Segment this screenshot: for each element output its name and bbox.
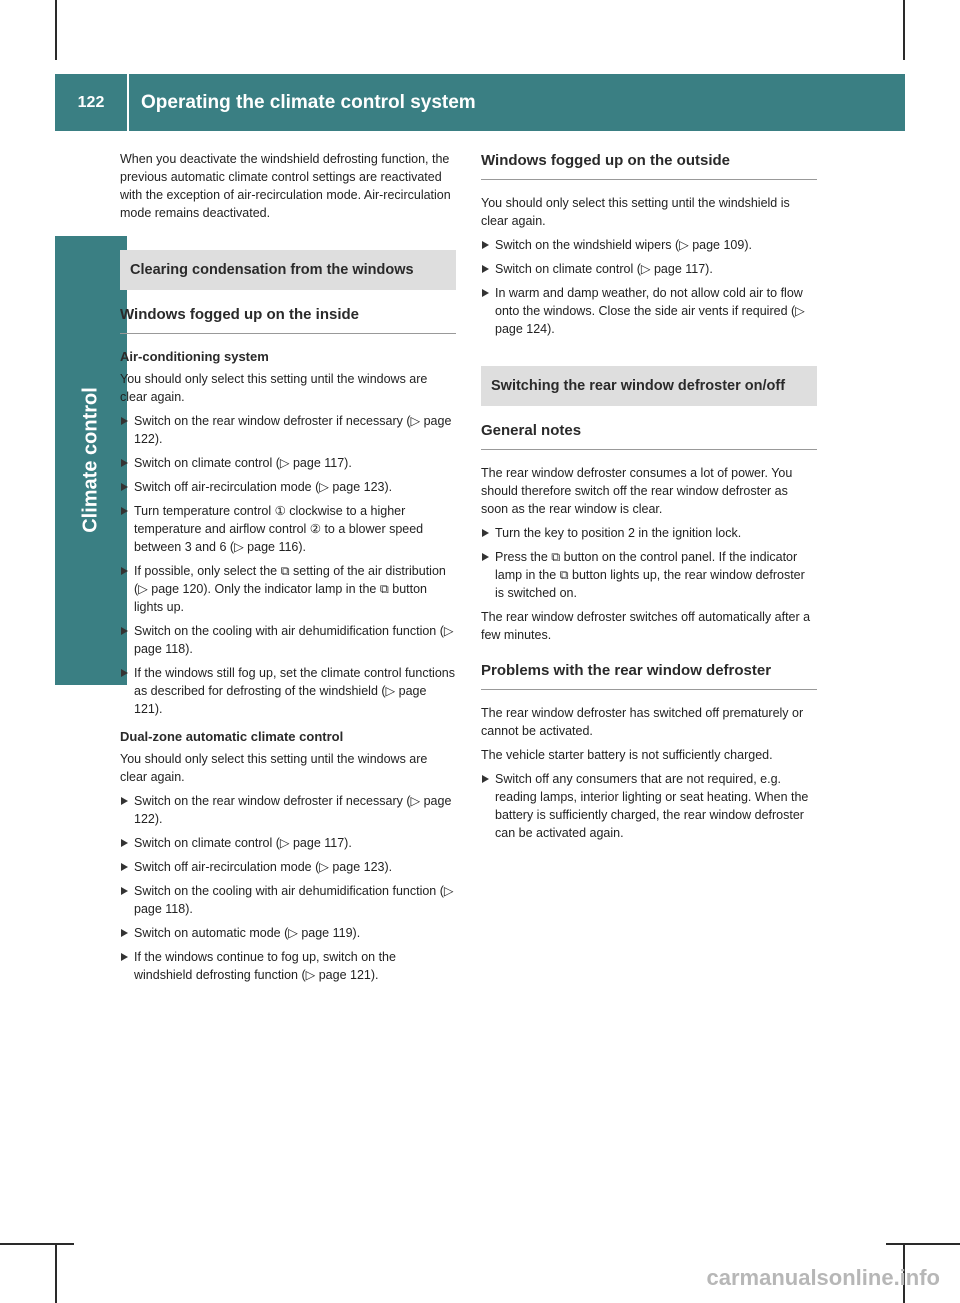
subsection-heading: Air-conditioning system <box>120 349 269 364</box>
instruction-step: In warm and damp weather, do not allow cold air to flow onto the windows. Close the side air vents if required (▷ page 124). <box>481 284 817 338</box>
instruction-step: Switch on the rear window defroster if necessary (▷ page 122). <box>120 792 456 828</box>
instruction-step: Switch off any consumers that are not required, e.g. reading lamps, interior lighting or seat heating. When the battery is sufficiently charged, the rear window defroster can be activated again. <box>481 770 817 842</box>
instruction-step: Turn temperature control ① clockwise to a higher temperature and airflow control ② to a blower speed between 3 and 6 (▷ page 116). <box>120 502 456 556</box>
instruction-step: If possible, only select the ⧉ setting of the air distribution (▷ page 120). Only the indicator lamp in the ⧉ button lights up. <box>120 562 456 616</box>
right-column <box>481 150 817 848</box>
chapter-side-tab <box>55 236 127 685</box>
section-band-heading: Clearing condensation from the windows <box>120 250 456 290</box>
section-heading: Problems with the rear window defroster <box>481 660 817 690</box>
subsection-intro: You should only select this setting until the windows are clear again. <box>120 372 428 404</box>
subsection-intro: You should only select this setting until the windows are clear again. <box>120 752 428 784</box>
section-heading: General notes <box>481 420 817 450</box>
instruction-step: Switch on the cooling with air dehumidification function (▷ page 118). <box>120 882 456 918</box>
instruction-step: Switch off air-recirculation mode (▷ page 123). <box>120 478 456 496</box>
site-watermark: carmanualsonline.info <box>706 1265 940 1290</box>
instruction-step: Switch on the windshield wipers (▷ page 109). <box>481 236 817 254</box>
section-intro: The rear window defroster consumes a lot of power. You should therefore switch off the rear window defroster as soon as the rear window is clear. <box>481 466 793 516</box>
problem-description: The rear window defroster has switched off prematurely or cannot be activated. <box>481 706 804 738</box>
instruction-step: Switch on climate control (▷ page 117). <box>120 454 456 472</box>
instruction-step: Turn the key to position 2 in the ignition lock. <box>481 524 817 542</box>
instruction-step: Press the ⧉ button on the control panel. If the indicator lamp in the ⧉ button lights up, the rear window defroster is switched on. <box>481 548 817 602</box>
instruction-step: Switch on climate control (▷ page 117). <box>481 260 817 278</box>
intro-paragraph: When you deactivate the windshield defrosting function, the previous automatic climate control settings are reactivated with the exception of air-recirculation mode. Air-recirculation mode remains deactivated. <box>120 152 451 220</box>
section-note: The rear window defroster switches off automatically after a few minutes. <box>481 610 811 642</box>
instruction-step: If the windows still fog up, set the climate control functions as described for defrosting of the windshield (▷ page 121). <box>120 664 456 718</box>
section-heading: Windows fogged up on the outside <box>481 150 817 180</box>
left-column <box>120 150 456 990</box>
instruction-step: Switch off air-recirculation mode (▷ page 123). <box>120 858 456 876</box>
section-intro: You should only select this setting until the windshield is clear again. <box>481 196 790 228</box>
crop-mark-bottom-left-vertical <box>55 1245 57 1303</box>
section-band-heading: Switching the rear window defroster on/off <box>481 366 817 406</box>
instruction-step: Switch on the rear window defroster if necessary (▷ page 122). <box>120 412 456 448</box>
section-heading: Windows fogged up on the inside <box>120 304 456 334</box>
instruction-step: If the windows continue to fog up, switch on the windshield defrosting function (▷ page 121). <box>120 948 456 984</box>
header-divider <box>127 74 129 131</box>
subsection-heading: Dual-zone automatic climate control <box>120 729 344 744</box>
crop-mark-top-right-vertical <box>903 0 905 60</box>
page-title: Operating the climate control system <box>141 92 476 113</box>
crop-mark-top-left-vertical <box>55 0 57 60</box>
chapter-label: Climate control <box>79 387 102 533</box>
page-header <box>55 74 905 131</box>
instruction-step: Switch on the cooling with air dehumidification function (▷ page 118). <box>120 622 456 658</box>
problem-cause: The vehicle starter battery is not sufficiently charged. <box>481 748 773 762</box>
instruction-step: Switch on automatic mode (▷ page 119). <box>120 924 456 942</box>
crop-mark-bottom-right-horizontal <box>886 1243 960 1245</box>
instruction-step: Switch on climate control (▷ page 117). <box>120 834 456 852</box>
page-number: 122 <box>77 93 105 111</box>
crop-mark-bottom-left-horizontal <box>0 1243 74 1245</box>
